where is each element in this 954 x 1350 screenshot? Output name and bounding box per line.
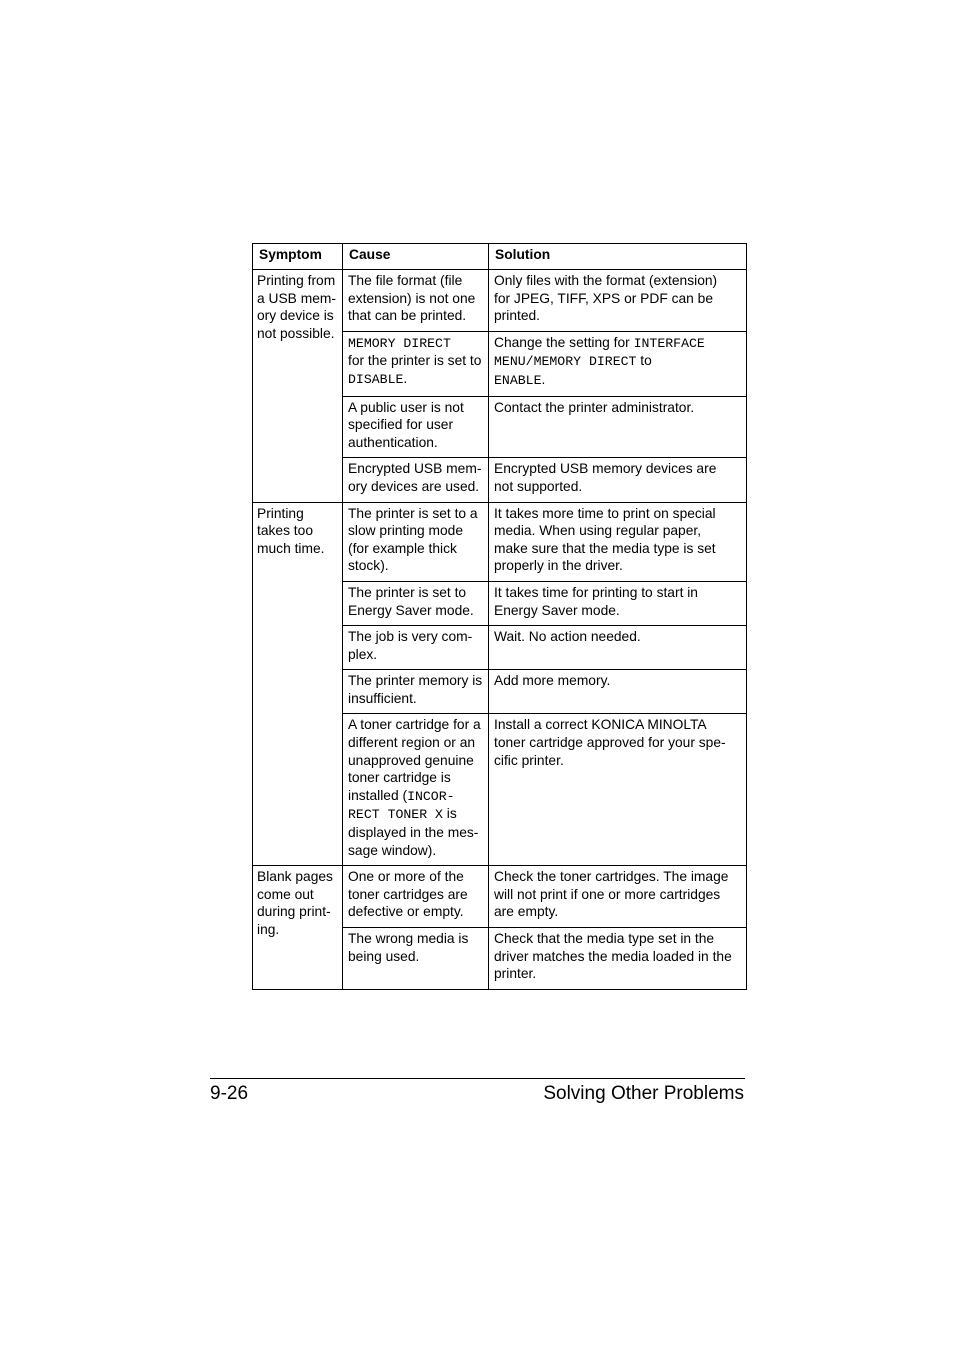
solution-cell: Encrypted USB memory devices are not supported. (489, 458, 747, 502)
symptom-cell: Printing takes too much time. (253, 502, 343, 866)
cause-cell: A toner cartridge for a different region or an unapproved genuine toner cartridge is installed (INCOR- RECT TONER X is displayed in the mes- sage window). (343, 714, 489, 866)
troubleshooting-table (252, 243, 747, 990)
solution-cell: Wait. No action needed. (489, 626, 747, 670)
cause-cell: The printer memory is insufficient. (343, 670, 489, 714)
cause-cell: MEMORY DIRECT for the printer is set to DISABLE. (343, 331, 489, 396)
footer-divider (210, 1078, 745, 1079)
cause-cell: A public user is not specified for user authentication. (343, 396, 489, 458)
cause-cell: One or more of the toner cartridges are defective or empty. (343, 866, 489, 928)
cause-cell: The printer is set to a slow printing mode (for example thick stock). (343, 502, 489, 581)
table-row (253, 270, 747, 332)
solution-cell: Contact the printer administrator. (489, 396, 747, 458)
solution-cell: Check that the media type set in the driver matches the media loaded in the printer. (489, 928, 747, 990)
header-solution: Solution (489, 244, 747, 270)
cause-cell: The file format (file extension) is not one that can be printed. (343, 270, 489, 332)
solution-cell: It takes time for printing to start in Energy Saver mode. (489, 581, 747, 625)
solution-cell: It takes more time to print on special media. When using regular paper, make sure that the media type is set properly in the driver. (489, 502, 747, 581)
cause-cell: The printer is set to Energy Saver mode. (343, 581, 489, 625)
header-symptom: Symptom (253, 244, 343, 270)
solution-cell: Add more memory. (489, 670, 747, 714)
solution-cell: Check the toner cartridges. The image will not print if one or more cartridges are empty. (489, 866, 747, 928)
header-cause: Cause (343, 244, 489, 270)
symptom-cell: Printing from a USB mem- ory device is not possible. (253, 270, 343, 503)
table-row (253, 866, 747, 928)
solution-cell: Only files with the format (extension) for JPEG, TIFF, XPS or PDF can be printed. (489, 270, 747, 332)
table-header-row (253, 244, 747, 270)
section-title: Solving Other Problems (543, 1083, 744, 1104)
page-number: 9-26 (210, 1083, 249, 1104)
cause-cell: The wrong media is being used. (343, 928, 489, 990)
solution-cell: Install a correct KONICA MINOLTA toner cartridge approved for your spe- cific printer. (489, 714, 747, 866)
cause-cell: The job is very com- plex. (343, 626, 489, 670)
symptom-cell: Blank pages come out during print- ing. (253, 866, 343, 990)
table-row (253, 502, 747, 581)
solution-cell: Change the setting for INTERFACE MENU/MEMORY DIRECT to ENABLE. (489, 331, 747, 396)
cause-cell: Encrypted USB mem- ory devices are used. (343, 458, 489, 502)
